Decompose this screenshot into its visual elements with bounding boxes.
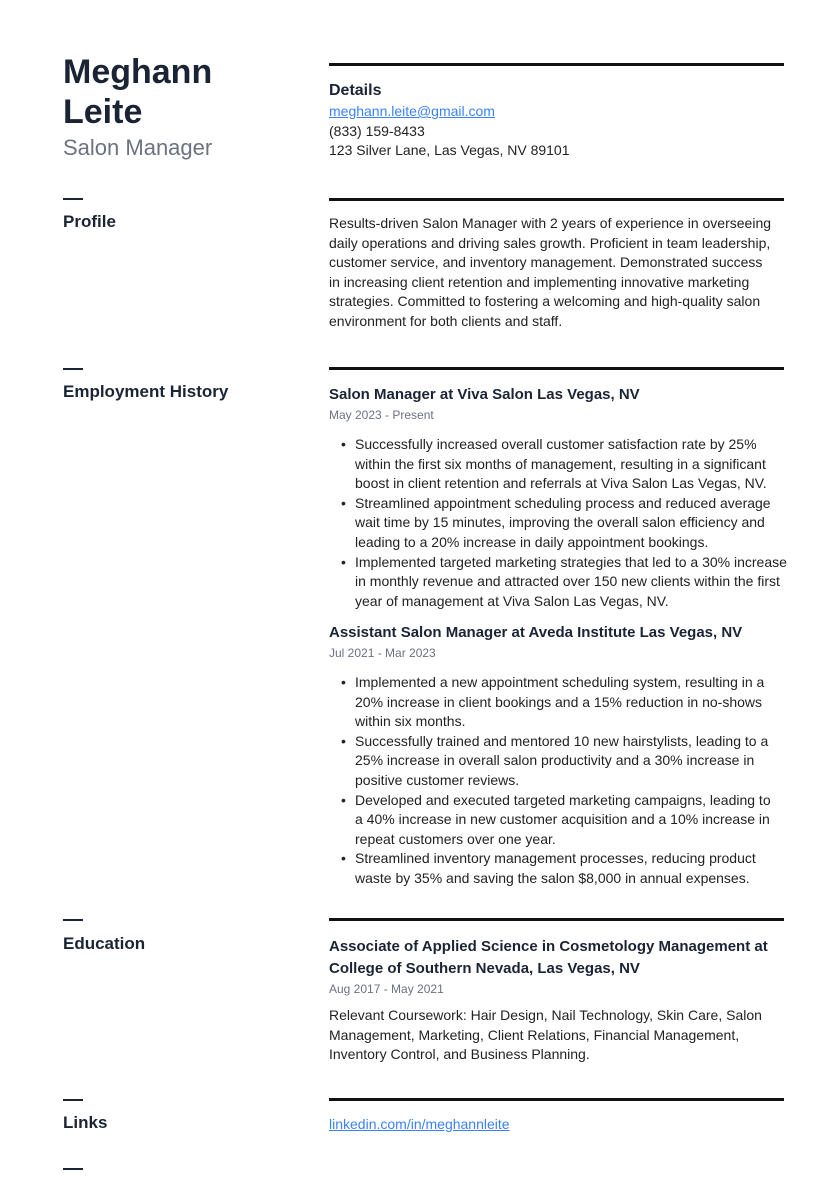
job-entry-2	[329, 622, 787, 889]
profile-divider	[329, 198, 784, 201]
job-title-1: Salon Manager at Viva Salon Las Vegas, NV	[329, 386, 640, 403]
list-item: • Streamlined appointment scheduling process and reduced average wait time by 15 minutes, improving the overall salon efficiency and leading to a 20% increase in daily appointment bookings.	[329, 494, 787, 553]
profile-line: Results-driven Salon Manager with 2 years of experience in overseeing	[329, 215, 772, 231]
list-item: • Successfully increased overall customer satisfaction rate by 25% within the first six months of management, resulting in a significant boost in client retention and referrals at Viva Salon Las Vegas, NV.	[329, 435, 787, 494]
email-link[interactable]: meghann.leite@gmail.com	[329, 103, 495, 119]
list-item: • Implemented targeted marketing strategies that led to a 30% increase in monthly revenue and attracted over 150 new clients within the first year of management at Viva Salon Las Vegas, NV.	[329, 553, 787, 612]
links-title: Links	[63, 1113, 108, 1132]
education-dash	[63, 919, 83, 921]
links-section	[329, 1115, 787, 1135]
employment-title: Employment History	[63, 382, 229, 401]
last-name: Leite	[63, 93, 143, 131]
links-divider	[329, 1098, 784, 1101]
details-divider	[329, 63, 784, 66]
links-dash	[63, 1099, 83, 1101]
footer-dash	[63, 1168, 83, 1170]
education-title: Education	[63, 934, 146, 953]
education-entry	[329, 936, 787, 1065]
list-item: • Streamlined inventory management processes, reducing product waste by 35% and saving the salon $8,000 in annual expenses.	[329, 849, 787, 888]
address: 123 Silver Lane, Las Vegas, NV 89101	[329, 142, 570, 159]
details-title: Details	[329, 82, 382, 99]
profile-dash	[63, 198, 83, 200]
degree-line: College of Southern Nevada, Las Vegas, NV	[329, 960, 640, 977]
list-item: • Successfully trained and mentored 10 new hairstylists, leading to a 25% increase in overall salon productivity and a 30% increase in positive customer reviews.	[329, 732, 787, 791]
degree-line: Associate of Applied Science in Cosmetology Management at	[329, 938, 768, 955]
employment-divider	[329, 367, 784, 370]
education-dates: Aug 2017 - May 2021	[329, 982, 444, 996]
details-section	[329, 80, 787, 161]
candidate-name	[63, 52, 212, 132]
profile-summary	[329, 214, 787, 332]
profile-line: daily operations and driving sales growth. Proficient in team leadership,	[329, 234, 771, 251]
list-item: • Implemented a new appointment scheduling system, resulting in a 20% increase in client bookings and a 15% reduction in no-shows within six months.	[329, 673, 787, 732]
job-title: Salon Manager	[63, 135, 213, 160]
education-divider	[329, 918, 784, 921]
profile-title: Profile	[63, 212, 116, 231]
job-bullets-2	[329, 673, 787, 889]
employment-dash	[63, 368, 83, 370]
job-dates-1: May 2023 - Present	[329, 408, 434, 422]
profile-line: strategies. Committed to fostering a welcoming and high-quality salon	[329, 293, 761, 310]
profile-line: customer service, and inventory management. Demonstrated success	[329, 254, 763, 271]
list-item: • Developed and executed targeted marketing campaigns, leading to a 40% increase in new customer acquisition and a 10% increase in repeat customers over one year.	[329, 791, 787, 850]
job-bullets-1	[329, 435, 787, 611]
job-dates-2: Jul 2021 - Mar 2023	[329, 646, 436, 660]
job-entry-1	[329, 384, 787, 611]
linkedin-link[interactable]: linkedin.com/in/meghannleite	[329, 1116, 510, 1132]
profile-line: in increasing client retention and implementing innovative marketing	[329, 273, 750, 290]
job-title-2: Assistant Salon Manager at Aveda Institute Las Vegas, NV	[329, 624, 743, 641]
first-name: Meghann	[63, 53, 213, 91]
profile-line: environment for both clients and staff.	[329, 312, 563, 329]
coursework: Relevant Coursework: Hair Design, Nail Technology, Skin Care, Salon Management, Marketing, Client Relations, Financial Management, Inventory Control, and Business Planning.	[329, 1007, 762, 1063]
phone-number: (833) 159-8433	[329, 122, 425, 139]
